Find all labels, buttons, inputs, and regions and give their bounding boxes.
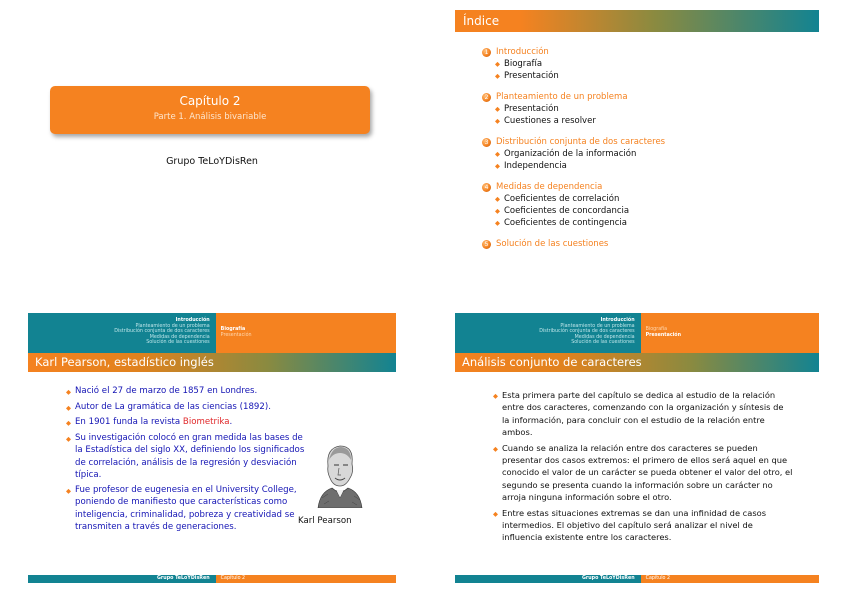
- bullet-list: [493, 389, 793, 547]
- frame-title: Karl Pearson, estadístico inglés: [28, 353, 396, 372]
- section-number-icon: 4: [482, 183, 491, 192]
- toc-subsection[interactable]: Independencia: [504, 161, 567, 171]
- chapter-subtitle: Parte 1. Análisis bivariable: [153, 112, 267, 122]
- toc-section-label[interactable]: Solución de las cuestiones: [496, 239, 609, 249]
- toc-subsection[interactable]: Organización de la información: [504, 149, 637, 159]
- arrow-icon: ◆: [495, 207, 500, 215]
- toc-subsection[interactable]: Biografía: [504, 59, 543, 69]
- nav-subsection[interactable]: Biografía: [220, 327, 246, 332]
- arrow-icon: ◆: [66, 434, 71, 443]
- arrow-icon: ◆: [495, 219, 500, 227]
- footer: [28, 575, 396, 583]
- title-box: [50, 86, 370, 134]
- index-slide: [455, 10, 819, 285]
- toc-section: [482, 238, 665, 250]
- arrow-icon: ◆: [495, 60, 500, 68]
- section-number-icon: 1: [482, 48, 491, 57]
- toc-section: [482, 46, 665, 82]
- toc-section-label[interactable]: Introducción: [496, 47, 549, 57]
- toc-subsection[interactable]: Coeficientes de concordancia: [504, 206, 630, 216]
- list-item: ◆ Cuando se analiza la relación entre dos caracteres se pueden presentar dos casos extremos: el primero de ellos será aquel en que conocido el valor de un carácter se pueda obtener el valor del otro, el segundo se presenta cuando la información sobre un carácter no arroja ninguna información sobre el otro.: [493, 442, 793, 503]
- toc-section-label[interactable]: Medidas de dependencia: [496, 182, 603, 192]
- pearson-portrait: [310, 438, 370, 508]
- toc-subsection[interactable]: Coeficientes de contingencia: [504, 218, 627, 228]
- nav-section[interactable]: Solución de las cuestiones: [571, 340, 635, 346]
- analysis-slide: [455, 313, 819, 583]
- arrow-icon: ◆: [66, 486, 71, 495]
- title-slide: [28, 10, 396, 285]
- navigation-header: [28, 313, 396, 353]
- navigation-header: [455, 313, 819, 353]
- nav-subsection[interactable]: Biografía: [645, 327, 668, 332]
- nav-section[interactable]: Planteamiento de un problema: [560, 323, 635, 329]
- toc-section: [482, 181, 665, 229]
- list-item: ◆ Nació el 27 de marzo de 1857 en Londres.: [66, 385, 311, 399]
- footer-author: Grupo TeLoYDisRen: [28, 575, 216, 583]
- footer-chapter: Capítulo 2: [641, 575, 819, 583]
- toc-subsection[interactable]: Presentación: [504, 71, 559, 81]
- arrow-icon: ◆: [495, 195, 500, 203]
- arrow-icon: ◆: [493, 392, 498, 400]
- nav-section[interactable]: Distribución conjunta de dos caracteres: [539, 329, 635, 335]
- author: Grupo TeLoYDisRen: [166, 156, 258, 167]
- list-item: ◆ En 1901 funda la revista Biometrika.: [66, 416, 311, 430]
- list-item: ◆ Fue profesor de eugenesia en el University College, poniendo de manifiesto que características como inteligencia, criminalidad, pobreza y creatividad se transmiten a través de generaciones.: [66, 484, 297, 532]
- arrow-icon: ◆: [495, 105, 500, 113]
- list-item: ◆ Autor de La gramática de las ciencias (1892).: [66, 401, 311, 415]
- nav-section[interactable]: Medidas de dependencia: [149, 334, 210, 340]
- nav-section[interactable]: Introducción: [600, 318, 635, 323]
- nav-section[interactable]: Solución de las cuestiones: [146, 340, 210, 346]
- arrow-icon: ◆: [493, 509, 498, 518]
- toc-subsection[interactable]: Coeficientes de correlación: [504, 194, 620, 204]
- footer-chapter: Capítulo 2: [216, 575, 396, 583]
- portrait-caption: Karl Pearson: [298, 516, 352, 526]
- nav-section[interactable]: Distribución conjunta de dos caracteres: [114, 329, 210, 335]
- toc-subsection[interactable]: Presentación: [504, 104, 559, 114]
- arrow-icon: ◆: [66, 419, 71, 427]
- list-item: ◆ Su investigación colocó en gran medida las bases de la Estadística del siglo XX, definiendo los significados de correlación, análisis de la regresión y desviación típica.: [66, 432, 305, 480]
- frame-title: Análisis conjunto de caracteres: [455, 353, 819, 372]
- arrow-icon: ◆: [495, 117, 500, 125]
- index-title: Índice: [455, 10, 819, 32]
- arrow-icon: ◆: [66, 388, 71, 396]
- nav-subsection[interactable]: Presentación: [220, 332, 252, 338]
- nav-section[interactable]: Planteamiento de un problema: [135, 323, 210, 329]
- toc-section-label[interactable]: Planteamiento de un problema: [496, 92, 628, 102]
- bullet-list: [66, 385, 311, 536]
- nav-section[interactable]: Medidas de dependencia: [574, 334, 635, 340]
- footer: [455, 575, 819, 583]
- arrow-icon: ◆: [493, 444, 498, 453]
- chapter-title: Capítulo 2: [179, 94, 241, 108]
- arrow-icon: ◆: [495, 150, 500, 158]
- arrow-icon: ◆: [66, 403, 71, 412]
- toc-subsection[interactable]: Cuestiones a resolver: [504, 116, 596, 126]
- toc-section-label[interactable]: Distribución conjunta de dos caracteres: [496, 137, 666, 147]
- nav-section[interactable]: Introducción: [175, 318, 210, 323]
- nav-subsection[interactable]: Presentación: [645, 332, 682, 338]
- pearson-slide: [28, 313, 396, 583]
- section-number-icon: 3: [482, 138, 491, 147]
- arrow-icon: ◆: [495, 162, 500, 170]
- arrow-icon: ◆: [495, 72, 500, 80]
- journal-name: Biometrika: [182, 417, 230, 427]
- toc-section: [482, 136, 665, 172]
- toc-section: [482, 91, 665, 127]
- section-number-icon: 5: [482, 240, 491, 249]
- list-item: ◆ Esta primera parte del capítulo se dedica al estudio de la relación entre dos caracteres, comenzando con la organización y síntesis de la información, para concluir con el estudio de la relación entre ambos.: [493, 390, 784, 438]
- section-number-icon: 2: [482, 93, 491, 102]
- list-item: ◆ Entre estas situaciones extremas se dan una infinidad de casos intermedios. El objetivo del capítulo será analizar el nivel de influencia existente entre los caracteres.: [493, 507, 767, 543]
- footer-author: Grupo TeLoYDisRen: [455, 575, 641, 583]
- table-of-contents: [482, 46, 665, 259]
